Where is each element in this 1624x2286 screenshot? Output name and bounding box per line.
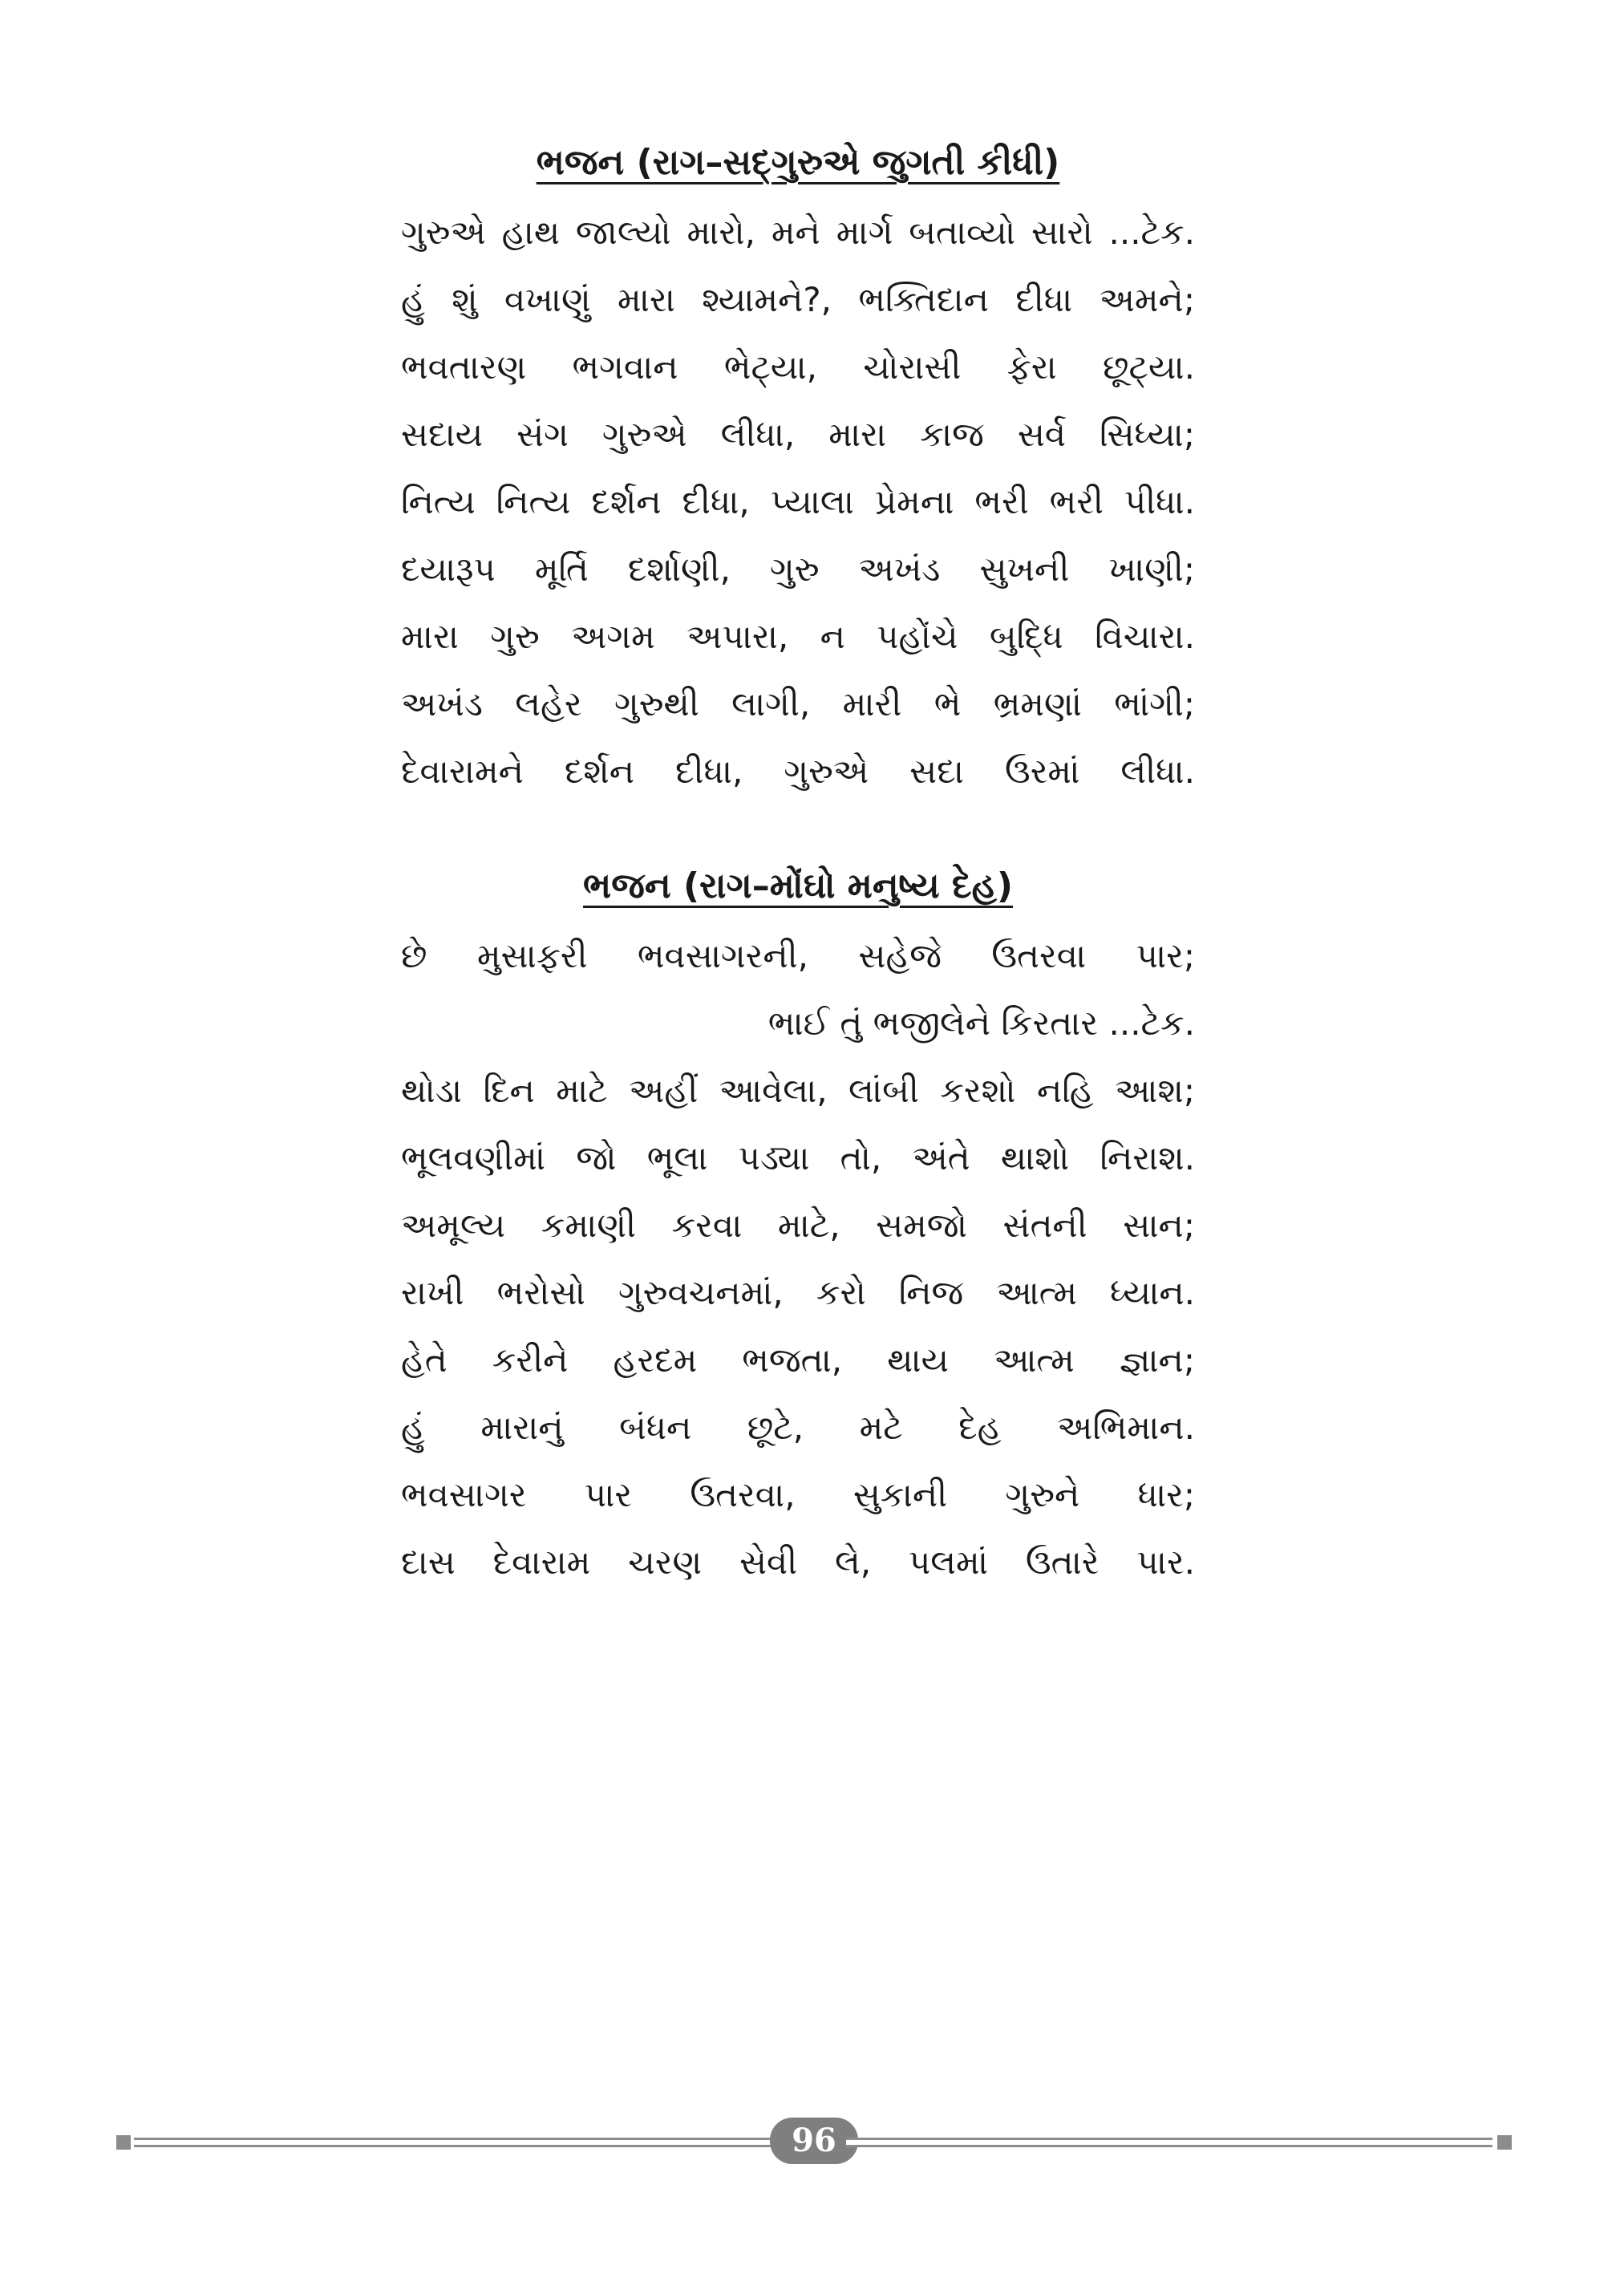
verse-line: થોડા દિન માટે અહીં આવેલા, લાંબી કરશો નહિ આશ; xyxy=(401,1071,1195,1110)
verse-line: સદાય સંગ ગુરુએ લીધા, મારા કાજ સર્વ સિધ્યા; xyxy=(401,415,1195,454)
footer-rule-cap-left xyxy=(116,2135,131,2150)
page-number: 96 xyxy=(770,2118,858,2164)
footer-rule-right xyxy=(846,2138,1492,2147)
bhajan-2 xyxy=(401,858,1195,1596)
verse-line: અમૂલ્ય કમાણી કરવા માટે, સમજો સંતની સાન; xyxy=(401,1206,1195,1245)
verse-line: છે મુસાફરી ભવસાગરની, સહેજે ઉતરવા પાર; xyxy=(401,936,1195,975)
verse-line: મારા ગુરુ અગમ અપારા, ન પહોંચે બુદ્ધિ વિચારા. xyxy=(401,617,1195,656)
footer-rule-cap-right xyxy=(1497,2135,1512,2150)
verse-line: દેવારામને દર્શન દીધા, ગુરુએ સદા ઉરમાં લીધા. xyxy=(401,752,1195,791)
verse-line: દાસ દેવારામ ચરણ સેવી લે, પલમાં ઉતારે પાર. xyxy=(401,1542,1195,1582)
verse-line: અખંડ લહેર ગુરુથી લાગી, મારી ભે ભ્રમણાં ભાંગી; xyxy=(401,684,1195,723)
verse-line: ગુરુએ હાથ જાલ્યો મારો, મને માર્ગ બતાવ્યો સારો ...ટેક. xyxy=(401,213,1195,252)
verse-line: રાખી ભરોસો ગુરુવચનમાં, કરો નિજ આત્મ ધ્યાન. xyxy=(401,1273,1195,1312)
verse-line: દયારૂપ મૂર્તિ દર્શાણી, ગુરુ અખંડ સુખની ખાણી; xyxy=(401,549,1195,589)
verse-line: નિત્ય નિત્ય દર્શન દીધા, પ્યાલા પ્રેમના ભરી ભરી પીધા. xyxy=(401,482,1195,521)
verse-line: હું મારાનું બંધન છૂટે, મટે દેહ અભિમાન. xyxy=(401,1408,1195,1447)
verse-line: હું શું વખાણું મારા શ્યામને?, ભક્તિદાન દીધા અમને; xyxy=(401,280,1195,319)
bhajan-2-title: ભજન (રાગ–મોંઘો મનુષ્ય દેહ) xyxy=(583,865,1013,906)
verse-line: હેતે કરીને હરદમ ભજતા, થાય આત્મ જ્ઞાન; xyxy=(401,1340,1195,1380)
bhajan-1-title: ભજન (રાગ–સદ્‌ગુરુએ જુગતી કીધી) xyxy=(536,142,1060,183)
page-footer xyxy=(116,2118,1512,2166)
verse-line: ભૂલવણીમાં જો ભૂલા પડ્યા તો, અંતે થાશો નિરાશ. xyxy=(401,1138,1195,1177)
verse-line: ભવતારણ ભગવાન ભેટ્યા, ચોરાસી ફેરા છૂટ્યા. xyxy=(401,347,1195,387)
verse-line: ભવસાગર પાર ઉતરવા, સુકાની ગુરુને ધાર; xyxy=(401,1475,1195,1514)
footer-rule-left xyxy=(134,2138,784,2147)
verse-refrain-line: ભાઈ તું ભજીલેને કિરતાર ...ટેક. xyxy=(767,1003,1195,1043)
bhajan-1 xyxy=(401,135,1195,805)
